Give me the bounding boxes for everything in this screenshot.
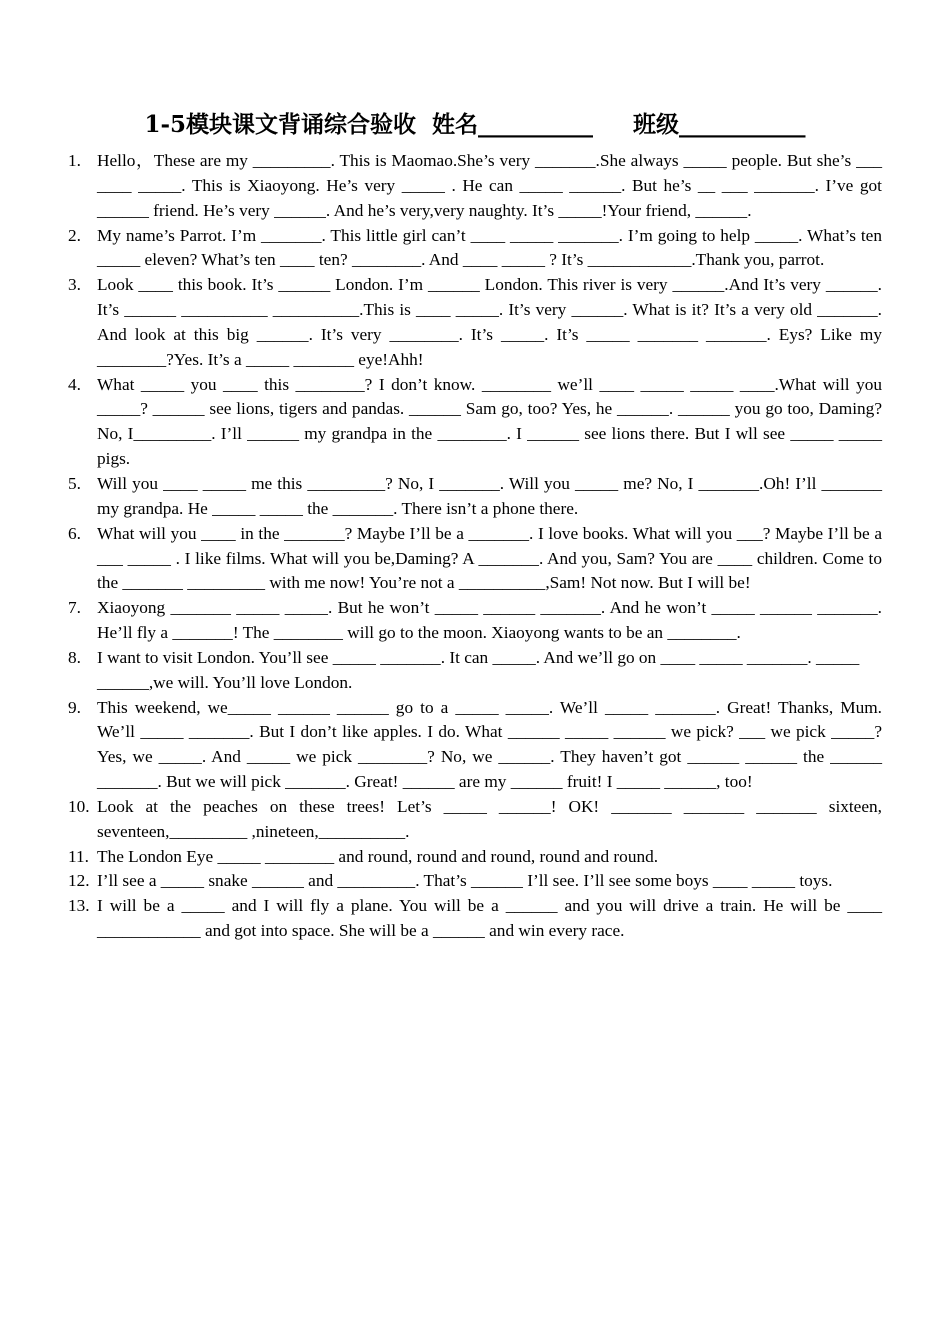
item-text: I will be a _____ and I will fly a plane. You will be a ______ and you will drive a train. He will be ____ ____________ and got into space. She will be a ______ and win every race.	[97, 896, 882, 941]
item-number: 12.	[68, 871, 90, 891]
item-number: 11.	[68, 846, 89, 866]
item-number: 6.	[68, 523, 81, 543]
item-text: This weekend, we_____ ______ ______ go to a _____ _____. We’ll _____ _______. Great! Thanks, Mum. We’ll _____ _______. But I don’t like apples. I do. What ______ _____ ______ we pick? ___ we pick _____? Yes, we _____. And _____ we pick ________? No, we ______. They haven’t got ______ ______ the ______ _______. But we will pick _______. Great! ______ are my ______ fruit! I _____ ______, too!	[97, 697, 882, 792]
exercise-item	[68, 696, 882, 795]
item-number: 3.	[68, 275, 81, 295]
item-number: 13.	[68, 896, 90, 916]
item-text: Look ____ this book. It’s ______ London. I’m ______ London. This river is very ______.And It’s very ______. It’s ______ __________ __________.This is ____ _____. It’s very ______. What is it? It’s a very old _______. And look at this big ______. It’s very ________. It’s _____. It’s _____ _______ _______. Eys? Like my ________?Yes. It’s a _____ _______ eye!Ahh!	[97, 275, 882, 369]
page-title: 1-5模块课文背诵综合验收 姓名__________ 班级___________	[144, 111, 806, 138]
item-number: 9.	[68, 697, 81, 717]
item-number: 7.	[68, 598, 81, 618]
item-text: The London Eye _____ ________ and round, round and round, round and round.	[97, 846, 659, 866]
item-number: 10.	[68, 796, 90, 816]
item-text: Xiaoyong _______ _____ _____. But he won’t _____ ______ _______. And he won’t _____ ______ _______. He’ll fly a _______! The ________ will go to the moon. Xiaoyong wants to be an ________.	[97, 598, 882, 643]
exercise-list	[68, 149, 882, 944]
item-text: Hello，These are my _________. This is Maomao.She’s very _______.She always _____ people. But she’s ___ ____ _____. This is Xiaoyong. He’s very _____ . He can _____ ______. But he’s __ ___ _______. I’ve got ______ friend. He’s very ______. And he’s very,very naughty. It’s _____!Your friend, ______.	[97, 151, 882, 220]
exercise-item	[68, 224, 882, 274]
exercise-item	[68, 273, 882, 372]
exercise-item	[68, 845, 882, 870]
exercise-item	[68, 646, 882, 696]
item-text: I’ll see a _____ snake ______ and _________. That’s ______ I’ll see. I’ll see some boys ____ _____ toys.	[97, 871, 833, 891]
item-number: 2.	[68, 225, 81, 245]
exercise-item	[68, 472, 882, 522]
exercise-item	[68, 596, 882, 646]
item-text: What will you ____ in the _______? Maybe I’ll be a _______. I love books. What will you ___? Maybe I’ll be a ___ _____ . I like films. What will you be,Daming? A _______. And you, Sam? You are ____ children. Come to the _______ _________ with me now! You’re not a __________,Sam! Not now. But I will be!	[97, 523, 882, 593]
item-text: What _____ you ____ this ________? I don’t know. ________ we’ll ____ _____ _____ ____.What will you _____? ______ see lions, tigers and pandas. ______ Sam go, too? Yes, he ______. ______ you go too, Daming? No, I_________. I’ll ______ my grandpa in the ________. I ______ see lions there. But I wll see _____ _____ pigs.	[97, 374, 882, 469]
item-number: 8.	[68, 647, 81, 667]
item-text: I want to visit London. You’ll see _____ _______. It can _____. And we’ll go on ____ _____ _______. _____ ______,we will. You’ll love London.	[97, 647, 860, 692]
exercise-item	[68, 795, 882, 845]
exercise-item	[68, 149, 882, 224]
item-text: My name’s Parrot. I’m _______. This little girl can’t ____ _____ _______. I’m going to help _____. What’s ten _____ eleven? What’s ten ____ ten? ________. And ____ _____ ? It’s ____________.Thank you, parrot.	[97, 225, 882, 270]
item-number: 5.	[68, 473, 81, 493]
exercise-item	[68, 373, 882, 472]
exercise-item	[68, 522, 882, 597]
item-text: Look at the peaches on these trees! Let’s _____ ______! OK! _______ _______ _______ sixteen, seventeen,_________ ,nineteen,__________.	[97, 796, 882, 841]
item-text: Will you ____ _____ me this _________? No, I _______. Will you _____ me? No, I _______.Oh! I’ll _______ my grandpa. He _____ _____ the _______. There isn’t a phone there.	[97, 473, 882, 518]
item-number: 1.	[68, 151, 81, 170]
exercise-item	[68, 869, 882, 894]
item-number: 4.	[68, 374, 81, 394]
exercise-item	[68, 894, 882, 944]
